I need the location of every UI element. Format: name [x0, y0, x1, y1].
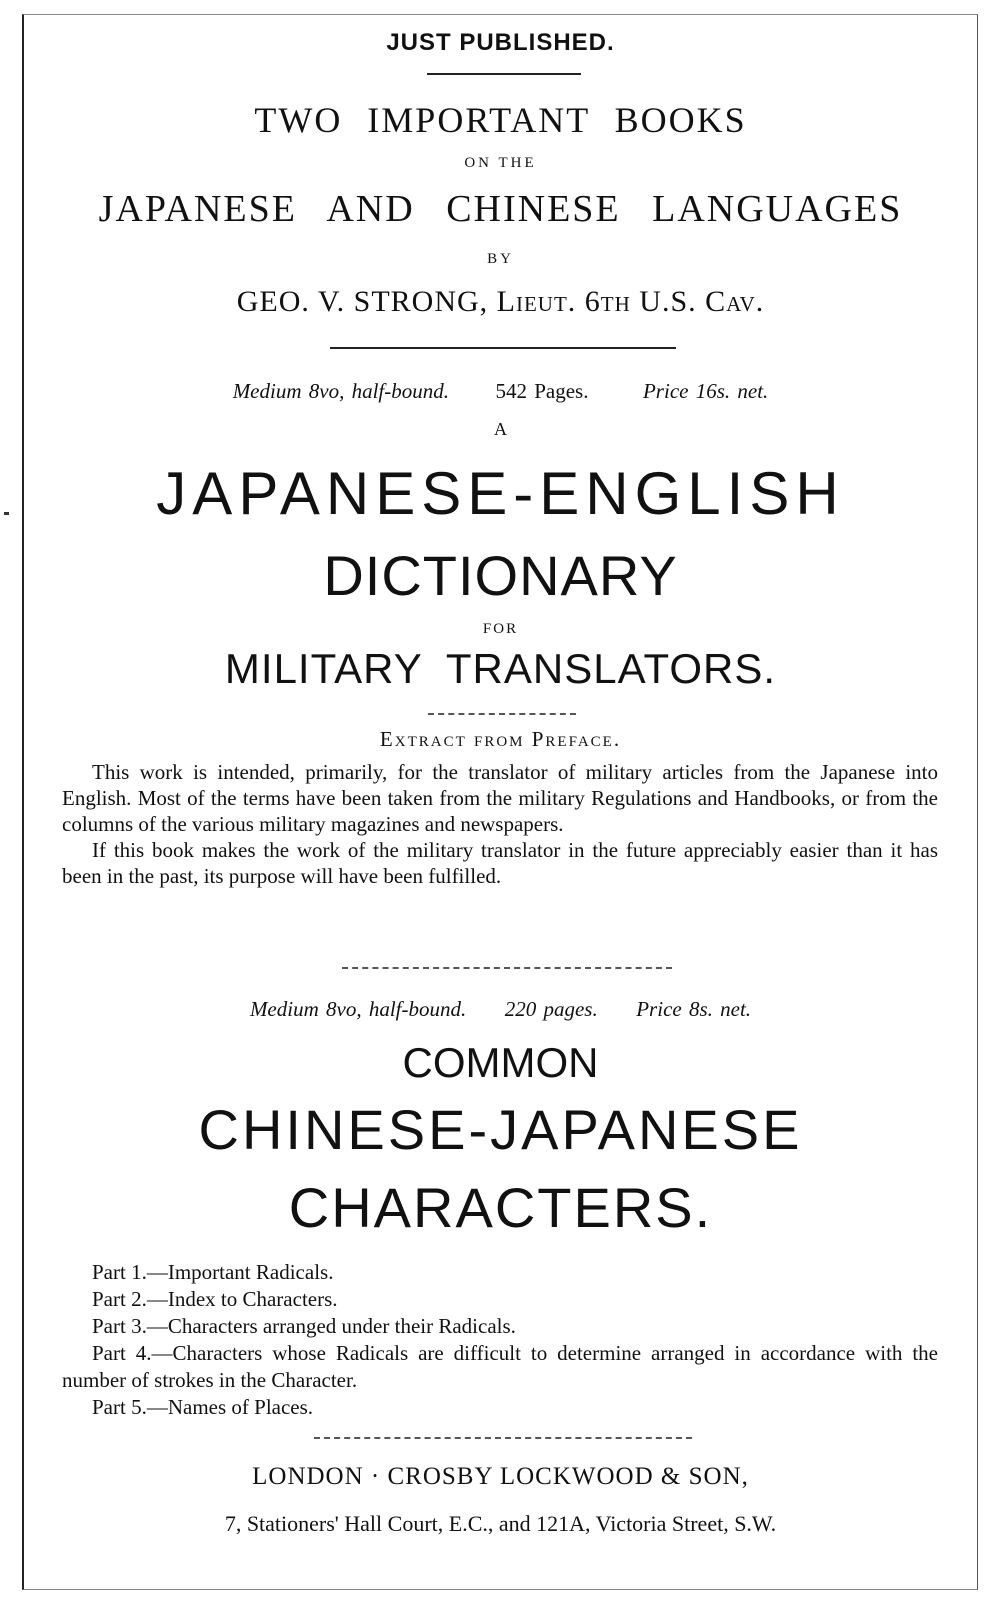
on-the-label: ON THE — [464, 155, 537, 171]
book1-divider — [428, 713, 576, 716]
languages-heading: JAPANESE AND CHINESE LANGUAGES — [98, 188, 903, 230]
book1-price: Price 16s. net. — [642, 379, 769, 403]
book1-title-line2: DICTIONARY — [323, 544, 678, 607]
publisher-name: LONDON · CROSBY LOCKWOOD & SON, — [252, 1463, 749, 1490]
margin-mark — [4, 512, 9, 515]
book2-part-3: Part 3.—Characters arranged under their Radicals. — [92, 1314, 516, 1338]
preface-paragraph-1: This work is intended, primarily, for the translator of military articles from the Japanese into English. Most of the terms have been taken from the military Regulations and Handbooks, or from the columns of the various military magazines and newspapers. — [62, 760, 938, 836]
book2-title-line2: CHINESE-JAPANESE — [198, 1098, 803, 1161]
extract-heading: Extract from Preface. — [379, 727, 622, 751]
just-published-heading: JUST PUBLISHED. — [386, 29, 615, 56]
book2-part-2: Part 2.—Index to Characters. — [92, 1287, 338, 1311]
author-line — [24, 285, 977, 319]
book2-title-line1: COMMON — [402, 1039, 599, 1086]
author-rank: Lieut. 6th U.S. Cav. — [496, 285, 765, 318]
publisher-address: 7, Stationers' Hall Court, E.C., and 121A, Victoria Street, S.W. — [224, 1511, 777, 1536]
book2-part-4: Part 4.—Characters whose Radicals are difficult to determine arranged in accordance with the number of strokes in the Character. — [62, 1341, 938, 1392]
book2-price: Price 8s. net. — [636, 997, 752, 1021]
advertisement-page — [22, 14, 978, 1590]
book1-title-line3: MILITARY TRANSLATORS. — [224, 645, 777, 692]
book2-title-line3: CHARACTERS. — [288, 1176, 713, 1239]
book2-part-5: Part 5.—Names of Places. — [92, 1395, 314, 1419]
book1-article: A — [494, 419, 507, 439]
book2-format: Medium 8vo, half-bound. — [249, 997, 467, 1021]
book1-pages: 542 Pages. — [495, 379, 589, 403]
publisher-divider — [314, 1437, 692, 1440]
book1-details — [24, 379, 977, 404]
book2-divider — [342, 967, 672, 970]
book2-pages: 220 pages. — [504, 997, 598, 1021]
preface-extract — [62, 759, 938, 889]
preface-paragraph-2: If this book makes the work of the military translator in the future appreciably easier than it has been in the past, its purpose will have been fulfilled. — [62, 838, 938, 888]
top-rule — [427, 73, 581, 75]
book2-details — [24, 997, 977, 1022]
two-books-heading: TWO IMPORTANT BOOKS — [254, 100, 747, 140]
by-label: BY — [487, 251, 514, 267]
book2-parts-list — [62, 1259, 938, 1421]
book2-part-1: Part 1.—Important Radicals. — [92, 1260, 334, 1284]
book1-title-line1: JAPANESE-ENGLISH — [156, 460, 845, 527]
book1-format: Medium 8vo, half-bound. — [232, 379, 449, 403]
author-rule — [330, 347, 676, 349]
author-name: GEO. V. STRONG, — [236, 285, 489, 318]
book1-for-label: FOR — [482, 621, 519, 637]
